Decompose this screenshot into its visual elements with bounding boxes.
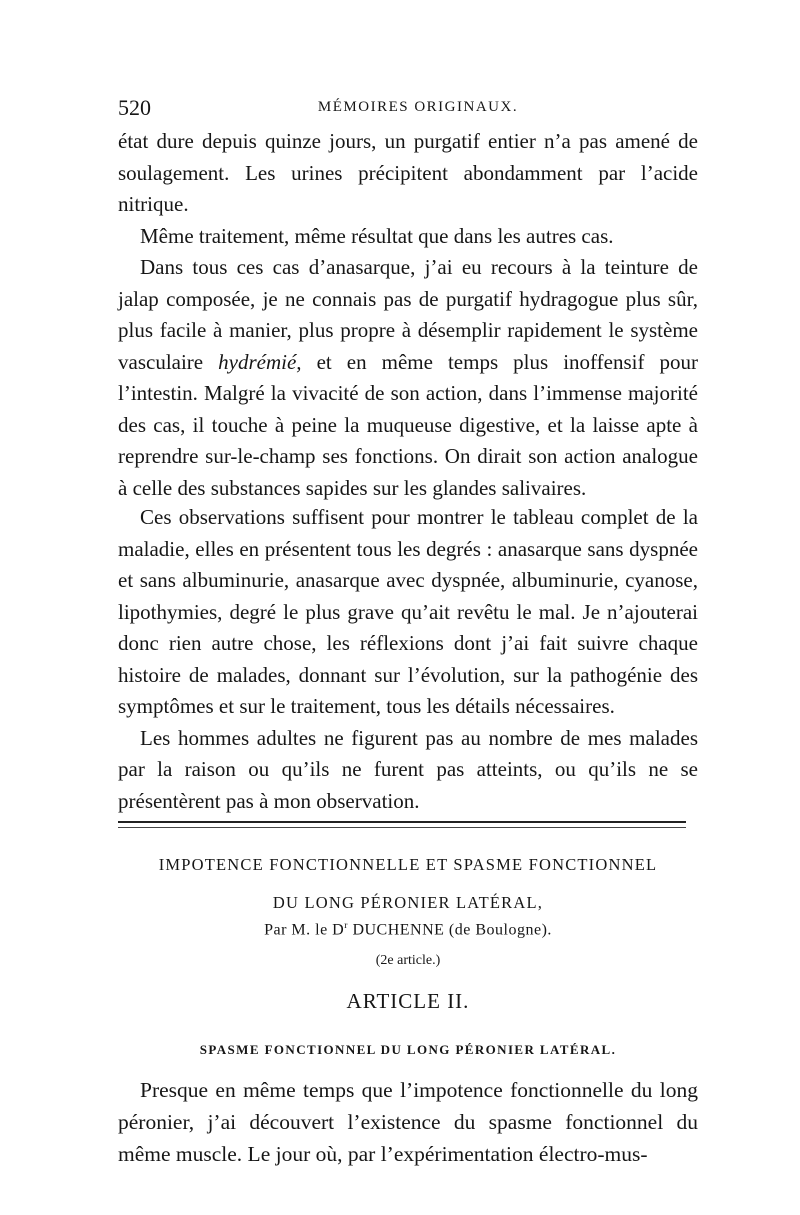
- text-block-article: [118, 1074, 698, 1170]
- author-title-sup: r: [344, 920, 348, 931]
- article-subheading: SPASME FONCTIONNEL DU LONG PÉRONIER LATÉRAL.: [199, 1042, 617, 1057]
- paragraph: Ces observations suffisent pour montrer le tableau complet de la maladie, elles en présentent tous les degrés : anasarque sans dyspnée et sans albuminurie, anasarque avec dyspnée, albuminurie, cyanose, lipothymies, degré le plus grave qu’ait revêtu le mal. Je n’ajouterai donc rien autre chose, les réflexions dont j’ai fait suivre chaque histoire de malades, donnant sur l’évolution, sur la pathogénie des symptômes et sur le traitement, tous les détails nécessaires.: [118, 505, 698, 718]
- section-title: [118, 846, 698, 922]
- section-title-line: IMPOTENCE FONCTIONNELLE ET SPASME FONCTIONNEL: [158, 855, 658, 874]
- paragraph: [118, 252, 698, 504]
- paragraph: Même traitement, même résultat que dans les autres cas.: [140, 223, 614, 248]
- paragraph: Les hommes adultes ne figurent pas au nombre de mes malades par la raison ou qu’ils ne furent pas atteints, ou qu’ils ne se présentèrent pas à mon observation.: [118, 725, 698, 813]
- author-name: DUCHENNE (de Boulogne).: [347, 921, 552, 939]
- paragraph-text: Dans tous ces cas d’anasarque, j’ai eu recours à la teinture de jalap composée, je ne connais pas de purgatif hydragogue plus sûr, plus facile à manier, plus propre à désemplir rapidement le système vasculaire: [118, 255, 698, 374]
- italic-term: hydrémié,: [218, 349, 302, 374]
- paragraph: Presque en même temps que l’impotence fonctionnelle du long péronier, j’ai découvert l’existence du spasme fonctionnel du même muscle. Le jour où, par l’expérimentation électro-mus-: [118, 1078, 698, 1166]
- page-header: [118, 95, 698, 123]
- paragraph: état dure depuis quinze jours, un purgatif entier n’a pas amené de soulagement. Les urines précipitent abondamment par l’acide nitrique.: [118, 129, 698, 216]
- paragraph-text: et en même temps plus inoffensif pour l’intestin. Malgré la vivacité de son action, dans l’immense majorité des cas, il touche à peine la muqueuse digestive, et la laisse apte à reprendre sur-le-champ ses fonctions. On dirait son action analogue à celle des substances sapides sur les glandes salivaires.: [118, 349, 698, 500]
- text-block-observations: [118, 126, 698, 504]
- text-block-conclusion: [118, 502, 698, 817]
- section-divider: [118, 821, 686, 828]
- article-heading: ARTICLE II.: [346, 989, 470, 1013]
- page-number: 520: [118, 95, 151, 120]
- section-title-line: DU LONG PÉRONIER LATÉRAL,: [272, 893, 544, 912]
- running-title: MÉMOIRES ORIGINAUX.: [317, 99, 519, 115]
- author-prefix: Par M. le D: [264, 921, 345, 939]
- author-line: [118, 920, 698, 939]
- article-part: (2e article.): [375, 953, 441, 968]
